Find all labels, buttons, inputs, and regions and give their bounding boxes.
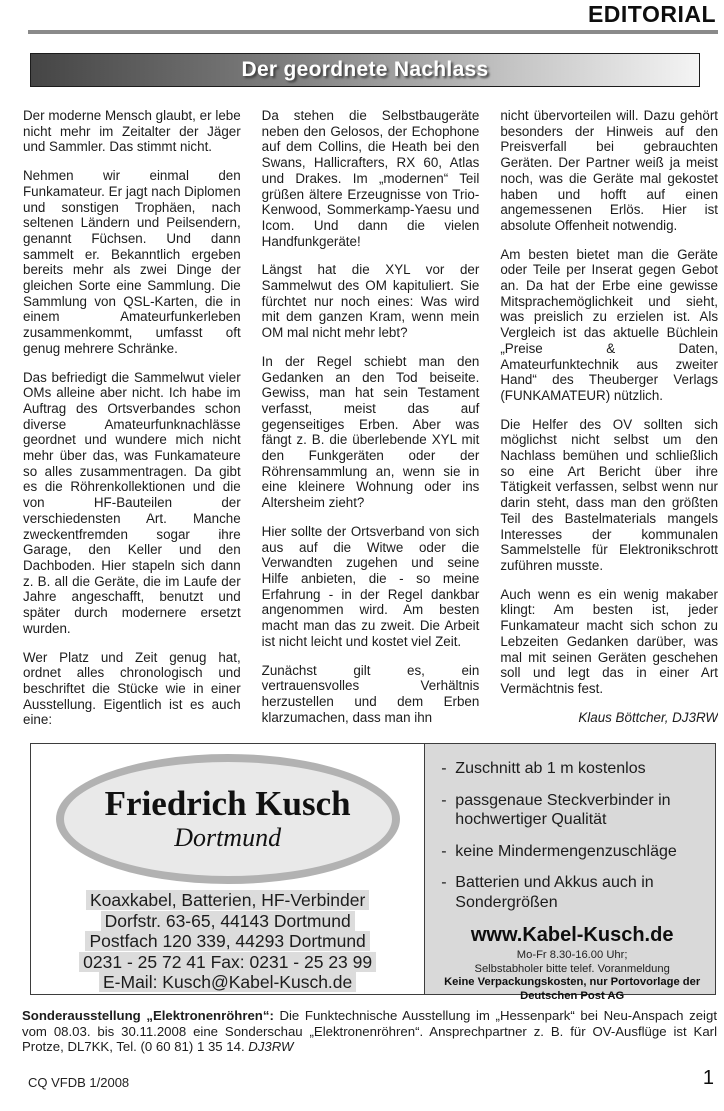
ad-bullet-item: [441, 791, 703, 830]
ad-email-line: E-Mail: Kusch@Kabel-Kusch.de: [99, 972, 356, 992]
ad-bullet-item: [441, 759, 703, 779]
ad-address-line: [79, 953, 376, 974]
paragraph: Zunächst gilt es, ein vertrauensvolles Verhältnis herzustellen und dem Erben klarzumachen, dass man ihn: [261, 662, 480, 725]
ad-pickup-note: Selbstabholer bitte telef. Voranmeldung: [474, 962, 670, 975]
dash-bullet: -: [441, 842, 447, 860]
paragraph: Hier sollte der Ortsverband von sich aus auf die Witwe oder die Verwandten zugehen und seine Hilfe anbieten, die - so meine Erfahrung - in der Regel dankbar angenommen wird. Am besten macht man das zu zweit. Die Arbeit ist nicht leicht und kostet viel Zeit.: [261, 523, 480, 649]
ad-address-line: [79, 912, 376, 933]
paragraph: In der Regel schiebt man den Gedanken an den Tod beiseite. Gewiss, man hat sein Testament verfasst, meist das auf gegenseitiges Erben. Aber was fängt z. B. die überlebende XYL mit den Funkgeräten oder der Röhrensammlung an, wenn sie in eine kleinere Wohnung oder ins Altersheim zieht?: [261, 353, 480, 511]
paragraph: nicht übervorteilen will. Dazu gehört besonders der Hinweis auf den Preisverfall bei gebrauchten Geräten. Der Partner weiß ja meist noch, was die Geräte mal gekostet haben und hofft auf einen angemessenen Erlös. Hier ist absolute Offenheit notwendig.: [500, 108, 718, 233]
paragraph: Das befriedigt die Sammelwut vieler OMs alleine aber nicht. Ich habe im Auftrag des Ortsverbandes schon diverse Amateurfunknachlässe geordnet und wundere mich nicht mehr über das, was Funkamateure so alles zusammentragen. Da gibt es die Röhrenkollektionen und die von HF-Bauteilen der verschiedensten Art. Manche zweckentfremden sogar ihre Garage, den Keller und den Dachboden. Hier stapeln sich dann z. B. all die Geräte, die im Laufe der Jahre angeschafft, benutzt und später durch modernere ersetzt wurden.: [23, 369, 241, 636]
ad-address-line: [79, 973, 376, 994]
article-title-bar: [30, 53, 700, 87]
ad-left-panel: [31, 744, 424, 994]
article-column-3: [500, 108, 718, 733]
ad-opening-hours: Mo-Fr 8.30-16.00 Uhr;: [516, 949, 628, 961]
article-body: [23, 108, 718, 733]
ad-postbox-line: Postfach 120 339, 44293 Dortmund: [85, 931, 369, 951]
ad-phone-fax-line: 0231 - 25 72 41 Fax: 0231 - 25 23 99: [79, 952, 376, 972]
paragraph: Nehmen wir einmal den Funkamateur. Er jagt nach Diplomen und sonstigen Trophäen, nach seltenen Ländern und Peilsendern, genannt Füchsen. Und dann sammelt er. Bekanntlich ergeben bereits mehr als zwei Dinge der gleichen Sorte eine Sammlung. Die Sammlung von QSL-Karten, die in einem Amateurfunkerleben zusammenkommt, umfasst oft genug mehrere Schränke.: [23, 168, 241, 356]
paragraph: Auch wenn es ein wenig makaber klingt: Am besten ist, jeder Funkamateur macht sich schon zu Lebzeiten Gedanken darüber, was mal mit seinen Geräten geschehen soll und legt das in einer Art Vermächtnis fest.: [500, 586, 718, 696]
issue-label: CQ VFDB 1/2008: [28, 1074, 130, 1090]
ad-bullet-text: Batterien und Akkus auch in Sondergrößen: [455, 874, 654, 911]
ad-bullet-text: passgenaue Steckverbinder in hochwertiger Qualität: [455, 791, 671, 828]
paragraph: Der moderne Mensch glaubt, er lebe nicht mehr im Zeitalter der Jäger und Sammler. Das stimmt nicht.: [23, 108, 241, 155]
ad-bullet-text: Zuschnitt ab 1 m kostenlos: [455, 760, 646, 777]
ad-website-url: www.Kabel-Kusch.de: [470, 924, 674, 946]
ad-bullet-text: keine Mindermengenzuschläge: [455, 842, 677, 860]
ad-products-line: Koaxkabel, Batterien, HF-Verbinder: [86, 890, 369, 910]
paragraph: Längst hat die XYL vor der Sammelwut des OM kapituliert. Sie fürchtet nur noch eines: Was wird mit dem ganzen Kram, wenn mein OM mal nicht mehr lebt?: [261, 262, 480, 341]
ad-street-line: Dorfstr. 63-65, 44143 Dortmund: [101, 911, 355, 931]
article-column-2: [262, 108, 480, 733]
paragraph: Die Helfer des OV sollten sich möglichst nicht selbst um den Nachlass bemühen und schließlich so eine Art Bericht über ihre Tätigkeit verfassen, selbst wenn nur darin steht, dass man den größten Teil des Bastelmaterials mangels Interesses der kommunalen Sammelstelle für Elektronikschrott zuführen musste.: [500, 416, 718, 573]
ad-company-name: Friedrich Kusch: [104, 783, 351, 823]
exhibition-notice: [22, 1008, 717, 1055]
ad-address-line: [79, 891, 376, 912]
paragraph: Wer Platz und Zeit genug hat, ordnet alles chronologisch und beschriftet die Stücke wie in einer Ausstellung. Eigentlich ist es auch eine:: [23, 649, 241, 728]
dash-bullet: -: [441, 791, 447, 809]
ad-right-panel: [424, 744, 715, 1002]
page-header: [0, 0, 724, 28]
author-signature: Klaus Böttcher, DJ3RW: [578, 709, 718, 725]
notice-signature: DJ3RW: [248, 1039, 294, 1055]
article-title: Der geordnete Nachlass: [241, 58, 489, 81]
ad-address-block: [79, 891, 376, 994]
ad-bullet-item: [441, 873, 703, 912]
article-column-1: [23, 108, 241, 733]
ad-bullet-item: [441, 842, 703, 862]
notice-lead: Sonderausstellung „Elektronenröhren“:: [22, 1008, 274, 1023]
ad-logo-ellipse: [56, 754, 400, 884]
header-rule: [28, 30, 718, 34]
dash-bullet: -: [441, 874, 447, 891]
page-footer: [28, 1067, 714, 1090]
ad-company-city: Dortmund: [174, 822, 282, 852]
page-number: 1: [702, 1066, 714, 1089]
dash-bullet: -: [441, 760, 447, 777]
advertisement-box: [30, 743, 716, 1002]
notice-body: Die Funktechnische Ausstellung im „Hessenpark“ bei Neu-Anspach zeigt vom 08.03. bis 30.11.2008 eine Sonderschau „Elektronenröhren“. Ansprechpartner z. B. für OV-Ausflüge ist Karl Protze, DL7KK, Tel. (0 60 81) 1 35 14.: [22, 1008, 717, 1055]
paragraph: Am besten bietet man die Geräte oder Teile per Inserat gegen Gebot an. Da hat der Erbe eine gewisse Mitsprachemöglichkeit und sieht, was preislich zu erzielen ist. Als Vergleich ist das aktuelle Büchlein „Preise & Daten, Amateurfunktechnik aus zweiter Hand“ des Theuberger Verlags (FUNKAMATEUR) nützlich.: [500, 246, 718, 403]
section-title: EDITORIAL: [587, 1, 716, 27]
ad-shipping-note: Keine Verpackungskosten, nur Portovorlage der Deutschen Post AG: [444, 976, 701, 1002]
ad-address-line: [79, 932, 376, 953]
paragraph: Da stehen die Selbstbaugeräte neben den Gelosos, der Echophone auf dem Collins, die Heath bei den Swans, Hallicrafters, RX 60, Atlas und Drakes. Im „modernen“ Teil grüßen ältere Erzeugnisse von Trio-Kenwood, Sommerkamp-Yaesu und Icom. Und dann die vielen Handfunkgeräte!: [261, 108, 480, 249]
